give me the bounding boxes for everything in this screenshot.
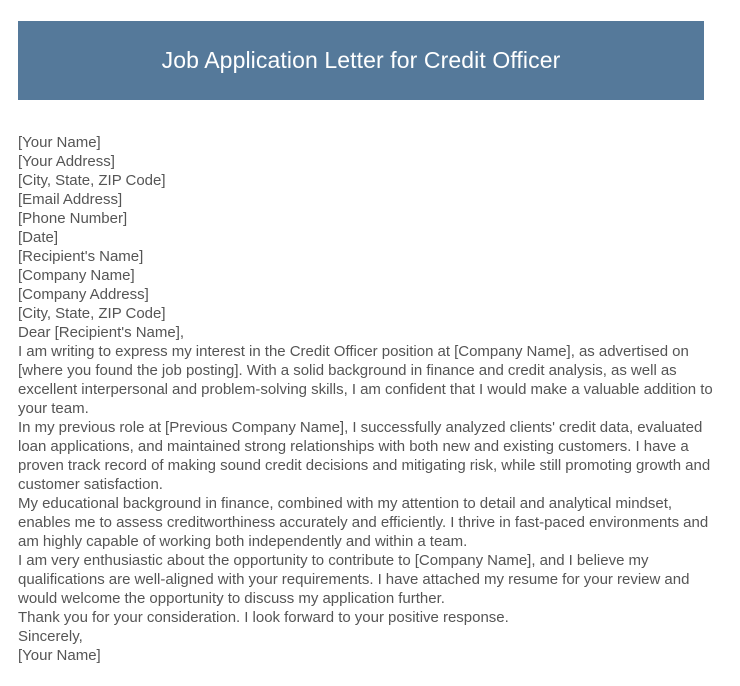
- document-header-banner: [18, 21, 704, 100]
- sender-address-block: [18, 133, 720, 247]
- recipient-line: [Company Address]: [18, 286, 149, 303]
- page-title: Job Application Letter for Credit Officer: [161, 46, 561, 73]
- sender-line: [Email Address]: [18, 191, 123, 208]
- body-paragraph: In my previous role at [Previous Company Name], I successfully analyzed clients' credit data, evaluated loan applications, and maintained strong relationships with both new and existing customers. I have a proven track record of making sound credit decisions and mitigating risk, while still promoting growth and customer satisfaction.: [18, 419, 711, 493]
- recipient-line: [City, State, ZIP Code]: [18, 305, 166, 322]
- sender-line: [Your Name]: [18, 134, 101, 151]
- letter-body: [18, 133, 720, 665]
- body-paragraph: I am very enthusiastic about the opportunity to contribute to [Company Name], and I believe my qualifications are well-aligned with your requirements. I have attached my resume for your review and would welcome the opportunity to discuss my application further.: [18, 552, 690, 607]
- signature-line: [Your Name]: [18, 647, 101, 664]
- recipient-address-block: [18, 247, 720, 323]
- recipient-line: [Company Name]: [18, 267, 135, 284]
- recipient-line: [Recipient's Name]: [18, 248, 144, 265]
- body-paragraph: I am writing to express my interest in the Credit Officer position at [Company Name], as advertised on [where you found the job posting]. With a solid background in finance and credit analysis, as well as excellent interpersonal and problem-solving skills, I am confident that I would make a valuable addition to your team.: [18, 343, 713, 417]
- sender-line: [Date]: [18, 229, 59, 246]
- sender-line: [City, State, ZIP Code]: [18, 172, 166, 189]
- sender-line: [Phone Number]: [18, 210, 128, 227]
- body-paragraph: Thank you for your consideration. I look forward to your positive response.: [18, 609, 509, 626]
- body-paragraph: My educational background in finance, combined with my attention to detail and analytical mindset, enables me to assess creditworthiness accurately and efficiently. I thrive in fast-paced environments and am highly capable of working both independently and within a team.: [18, 495, 709, 550]
- closing-line: Sincerely,: [18, 628, 83, 645]
- sender-line: [Your Address]: [18, 153, 115, 170]
- salutation: Dear [Recipient's Name],: [18, 324, 185, 341]
